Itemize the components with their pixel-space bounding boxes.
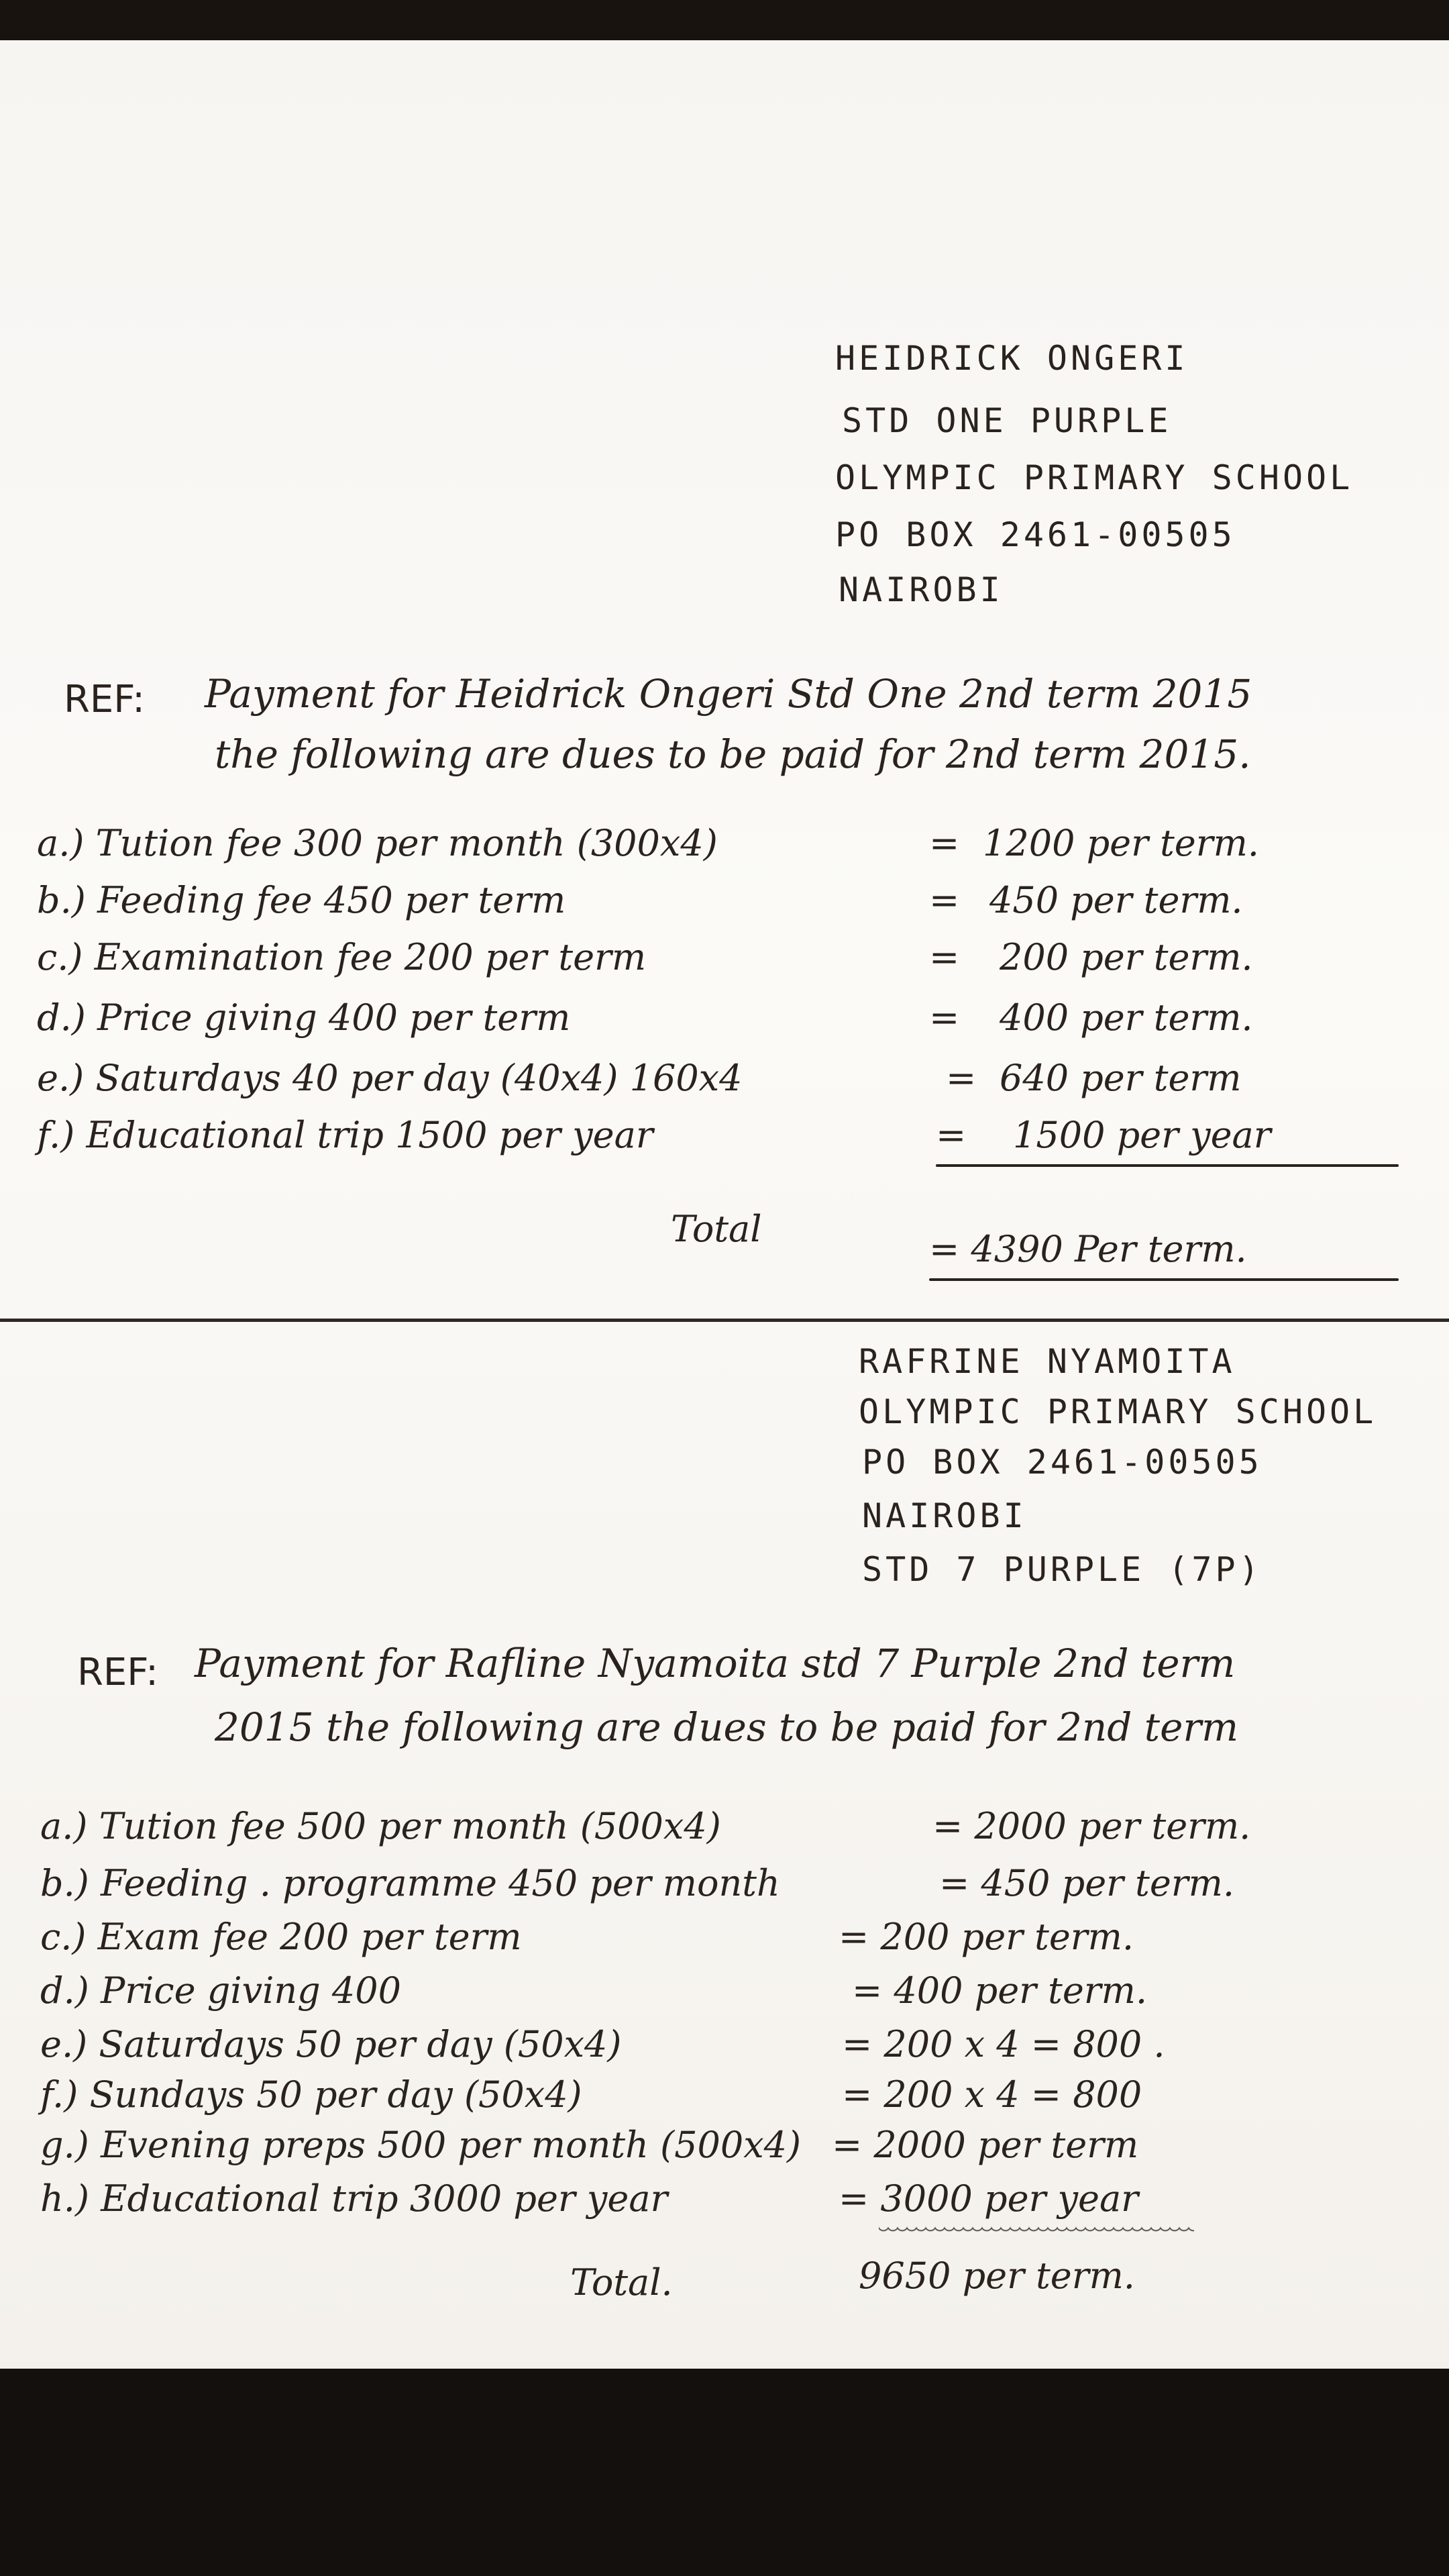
ref-line-1: Payment for Heidrick Ongeri Std One 2nd term 2015 — [205, 671, 1252, 717]
address-line-name: RAFRINE NYAMOITA — [859, 1342, 1236, 1381]
ref-label: REF: — [64, 678, 146, 721]
fee-item-eq: = — [929, 936, 960, 978]
fee-item-desc: h.) Educational trip 3000 per year — [40, 2177, 668, 2220]
total-value: = 4390 Per term. — [929, 1228, 1247, 1270]
ref-line-2: the following are dues to be paid for 2nd term 2015. — [215, 731, 1251, 777]
address-line-pobox: PO BOX 2461-00505 — [862, 1443, 1263, 1482]
ref-line-1: Payment for Rafline Nyamoita std 7 Purple 2nd term — [195, 1641, 1236, 1686]
fee-item-desc: e.) Saturdays 50 per day (50x4) — [40, 2023, 622, 2065]
address-line-city: NAIROBI — [862, 1496, 1027, 1535]
fee-item-amount: = 200 x 4 = 800 . — [842, 2023, 1165, 2065]
fee-item-amount: 200 per term. — [1000, 936, 1253, 978]
address-line-name: HEIDRICK ONGERI — [835, 339, 1189, 378]
subtotal-underline — [936, 1164, 1399, 1167]
fee-item-desc: e.) Saturdays 40 per day (40x4) 160x4 — [37, 1057, 743, 1099]
address-line-school: OLYMPIC PRIMARY SCHOOL — [859, 1392, 1377, 1431]
photo-background-top — [0, 0, 1449, 40]
fee-item-amount: = 200 per term. — [839, 1916, 1134, 1958]
fee-item-amount: = 2000 per term — [832, 2124, 1139, 2166]
fee-item-amount: = 400 per term. — [852, 1969, 1147, 2012]
photo-background-bottom — [0, 2369, 1449, 2576]
fee-item-amount: = 2000 per term. — [932, 1805, 1251, 1847]
fee-item-amount: = 450 per term. — [939, 1862, 1234, 1904]
fee-item-amount: 400 per term. — [1000, 996, 1253, 1039]
section-divider — [0, 1319, 1449, 1322]
fee-item-desc: c.) Examination fee 200 per term — [37, 936, 647, 978]
fee-item-desc: d.) Price giving 400 — [40, 1969, 401, 2012]
fee-item-desc: b.) Feeding . programme 450 per month — [40, 1862, 780, 1904]
ref-line-2: 2015 the following are dues to be paid for 2nd term — [215, 1704, 1239, 1750]
fee-item-amount: 450 per term. — [989, 879, 1243, 921]
fee-item-amount: = 3000 per year — [839, 2177, 1138, 2220]
fee-item-desc: a.) Tution fee 500 per month (500x4) — [40, 1805, 721, 1847]
total-value: 9650 per term. — [859, 2255, 1135, 2297]
total-label: Total. — [570, 2261, 673, 2304]
fee-item-desc: d.) Price giving 400 per term — [37, 996, 571, 1039]
fee-item-amount: = 200 x 4 = 800 — [842, 2073, 1142, 2116]
fee-item-eq: = — [946, 1057, 977, 1099]
fee-item-eq: = — [929, 822, 960, 864]
total-label: Total — [671, 1208, 762, 1250]
total-underline — [929, 1278, 1399, 1281]
address-line-city: NAIROBI — [839, 570, 1004, 609]
fee-item-amount: 640 per term — [1000, 1057, 1242, 1099]
fee-item-eq: = — [936, 1114, 967, 1156]
fee-item-desc: f.) Sundays 50 per day (50x4) — [40, 2073, 582, 2116]
address-line-school: OLYMPIC PRIMARY SCHOOL — [835, 458, 1354, 497]
fee-item-desc: f.) Educational trip 1500 per year — [37, 1114, 653, 1156]
fee-item-amount: 1200 per term. — [983, 822, 1259, 864]
amount-wavy-underline — [879, 2226, 1194, 2236]
fee-item-amount: 1500 per year — [1013, 1114, 1271, 1156]
address-line-pobox: PO BOX 2461-00505 — [835, 515, 1236, 554]
fee-item-eq: = — [929, 996, 960, 1039]
fee-item-desc: g.) Evening preps 500 per month (500x4) — [40, 2124, 802, 2166]
address-line-class: STD ONE PURPLE — [842, 401, 1172, 440]
ref-label: REF: — [77, 1651, 159, 1694]
fee-item-desc: c.) Exam fee 200 per term — [40, 1916, 522, 1958]
fee-item-eq: = — [929, 879, 960, 921]
address-line-class: STD 7 PURPLE (7P) — [862, 1550, 1263, 1589]
fee-item-desc: a.) Tution fee 300 per month (300x4) — [37, 822, 718, 864]
fee-item-desc: b.) Feeding fee 450 per term — [37, 879, 566, 921]
